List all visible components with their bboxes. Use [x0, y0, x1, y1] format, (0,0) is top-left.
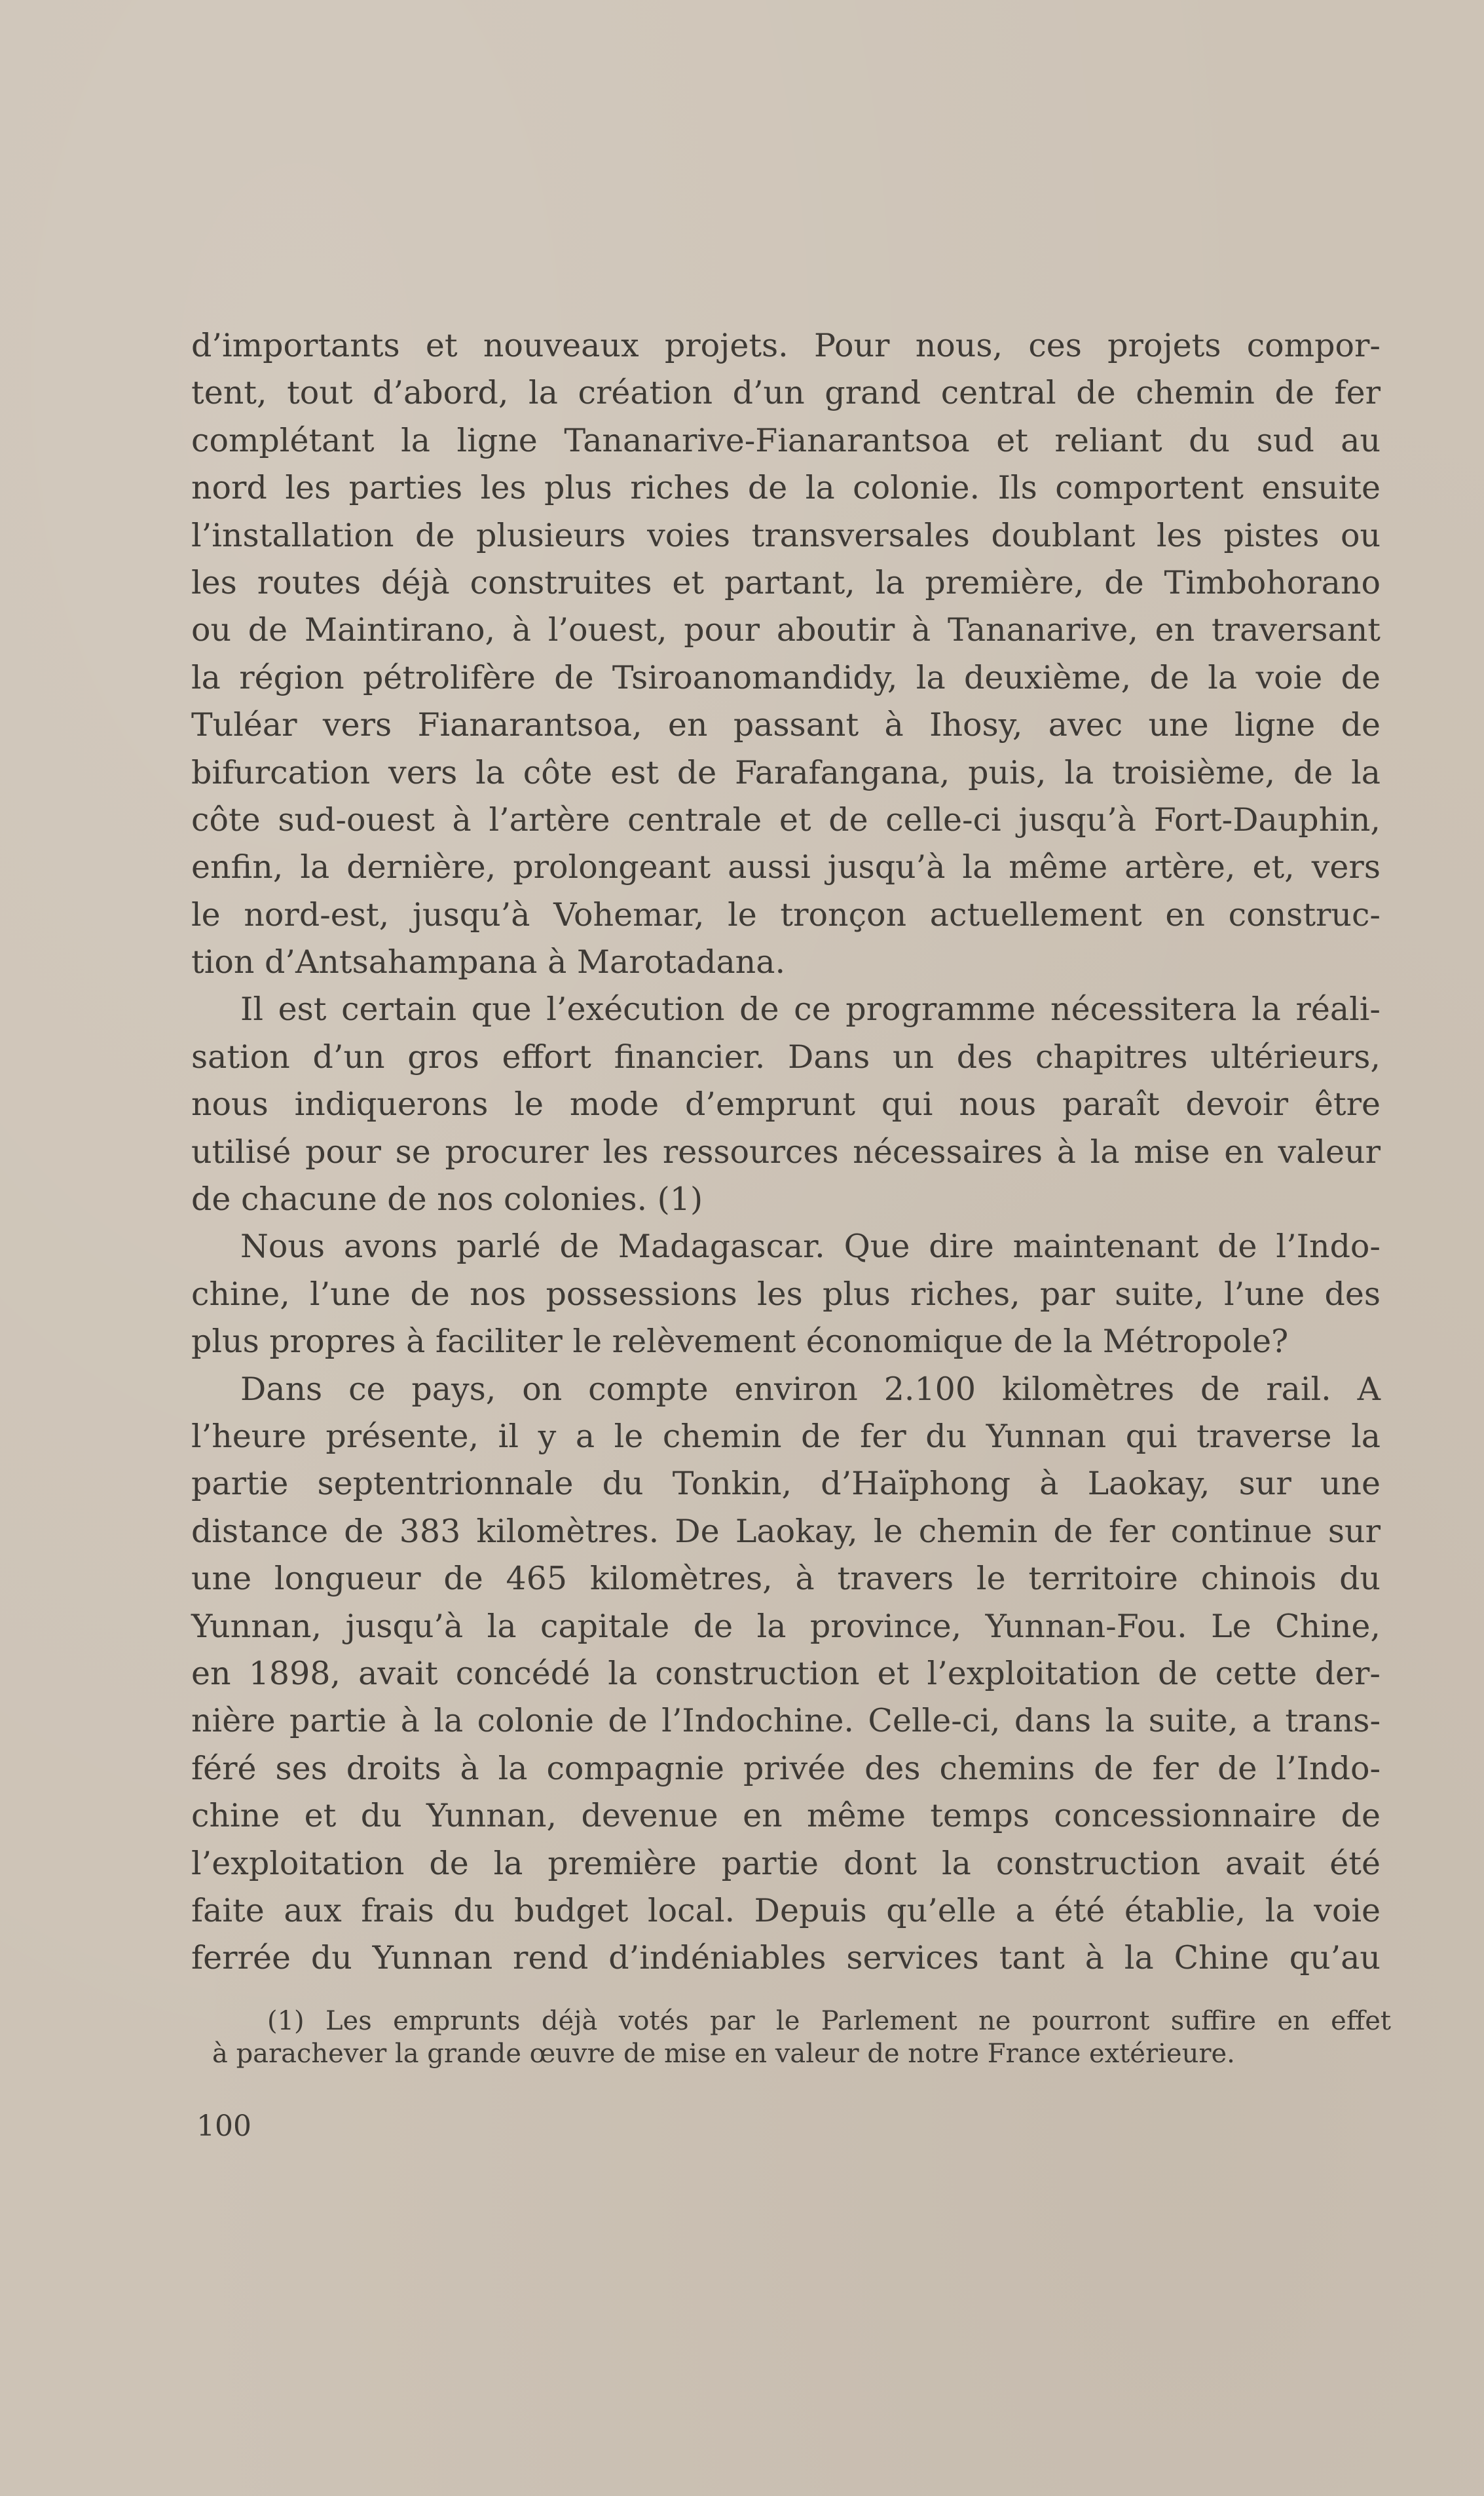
- text-line: le nord-est, jusqu’à Vohemar, le tronçon actuellement en construc-: [191, 896, 1381, 934]
- text-line: nière partie à la colonie de l’Indochine. Celle-ci, dans la suite, a trans-: [191, 1702, 1381, 1740]
- text-line: l’installation de plusieurs voies transversales doublant les pistes ou: [191, 516, 1381, 554]
- text-line: de chacune de nos colonies. (1): [191, 1181, 703, 1219]
- paragraph-start-line: Nous avons parlé de Madagascar. Que dire maintenant de l’Indo-: [240, 1228, 1381, 1266]
- footnote-line: (1) Les emprunts déjà votés par le Parlement ne pourront suffire en effet: [267, 2006, 1391, 2036]
- text-line: nord les parties les plus riches de la colonie. Ils comportent ensuite: [191, 469, 1381, 507]
- text-line: Yunnan, jusqu’à la capitale de la province, Yunnan-Fou. Le Chine,: [191, 1607, 1381, 1645]
- text-line: ou de Maintirano, à l’ouest, pour aboutir à Tananarive, en traversant: [191, 611, 1381, 649]
- text-line: une longueur de 465 kilomètres, à travers le territoire chinois du: [191, 1560, 1381, 1598]
- text-line: distance de 383 kilomètres. De Laokay, le chemin de fer continue sur: [191, 1512, 1381, 1550]
- text-line: côte sud-ouest à l’artère centrale et de celle-ci jusqu’à Fort-Dauphin,: [191, 801, 1381, 839]
- text-line: plus propres à faciliter le relèvement économique de la Métropole?: [191, 1323, 1289, 1361]
- text-line: féré ses droits à la compagnie privée des chemins de fer de l’Indo-: [191, 1749, 1381, 1787]
- paragraph-start-line: Il est certain que l’exécution de ce programme nécessitera la réali-: [240, 991, 1381, 1029]
- footnote: [212, 2005, 1391, 2070]
- footnote-line: à parachever la grande œuvre de mise en valeur de notre France extérieure.: [212, 2039, 1235, 2069]
- text-line: d’importants et nouveaux projets. Pour nous, ces projets compor-: [191, 327, 1381, 364]
- text-line: complétant la ligne Tananarive-Fianarantsoa et reliant du sud au: [191, 421, 1381, 459]
- text-line: sation d’un gros effort financier. Dans un des chapitres ultérieurs,: [191, 1038, 1381, 1076]
- text-line: chine, l’une de nos possessions les plus riches, par suite, l’une des: [191, 1275, 1381, 1313]
- text-line: partie septentrionnale du Tonkin, d’Haïphong à Laokay, sur une: [191, 1465, 1381, 1503]
- text-line: tent, tout d’abord, la création d’un grand central de chemin de fer: [191, 374, 1381, 412]
- text-line: utilisé pour se procurer les ressources nécessaires à la mise en valeur: [191, 1133, 1381, 1171]
- paragraph-start-line: Dans ce pays, on compte environ 2.100 kilomètres de rail. A: [240, 1370, 1381, 1408]
- text-line: ferrée du Yunnan rend d’indéniables services tant à la Chine qu’au: [191, 1939, 1381, 1977]
- body-text: [191, 322, 1381, 1982]
- text-line: Tuléar vers Fianarantsoa, en passant à Ihosy, avec une ligne de: [191, 706, 1381, 744]
- text-line: bifurcation vers la côte est de Farafangana, puis, la troisième, de la: [191, 753, 1381, 791]
- text-line: tion d’Antsahampana à Marotadana.: [191, 943, 786, 981]
- text-line: nous indiquerons le mode d’emprunt qui nous paraît devoir être: [191, 1086, 1381, 1124]
- text-line: chine et du Yunnan, devenue en même temps concessionnaire de: [191, 1797, 1381, 1835]
- text-line: les routes déjà construites et partant, la première, de Timbohorano: [191, 563, 1381, 601]
- text-line: la région pétrolifère de Tsiroanomandidy, la deuxième, de la voie de: [191, 658, 1381, 696]
- page-number: 100: [196, 2109, 251, 2143]
- text-line: en 1898, avait concédé la construction et l’exploitation de cette der-: [191, 1654, 1381, 1692]
- text-line: l’exploitation de la première partie dont la construction avait été: [191, 1844, 1381, 1882]
- text-line: l’heure présente, il y a le chemin de fer du Yunnan qui traverse la: [191, 1417, 1381, 1455]
- text-line: faite aux frais du budget local. Depuis qu’elle a été établie, la voie: [191, 1891, 1381, 1929]
- text-line: enfin, la dernière, prolongeant aussi jusqu’à la même artère, et, vers: [191, 848, 1381, 886]
